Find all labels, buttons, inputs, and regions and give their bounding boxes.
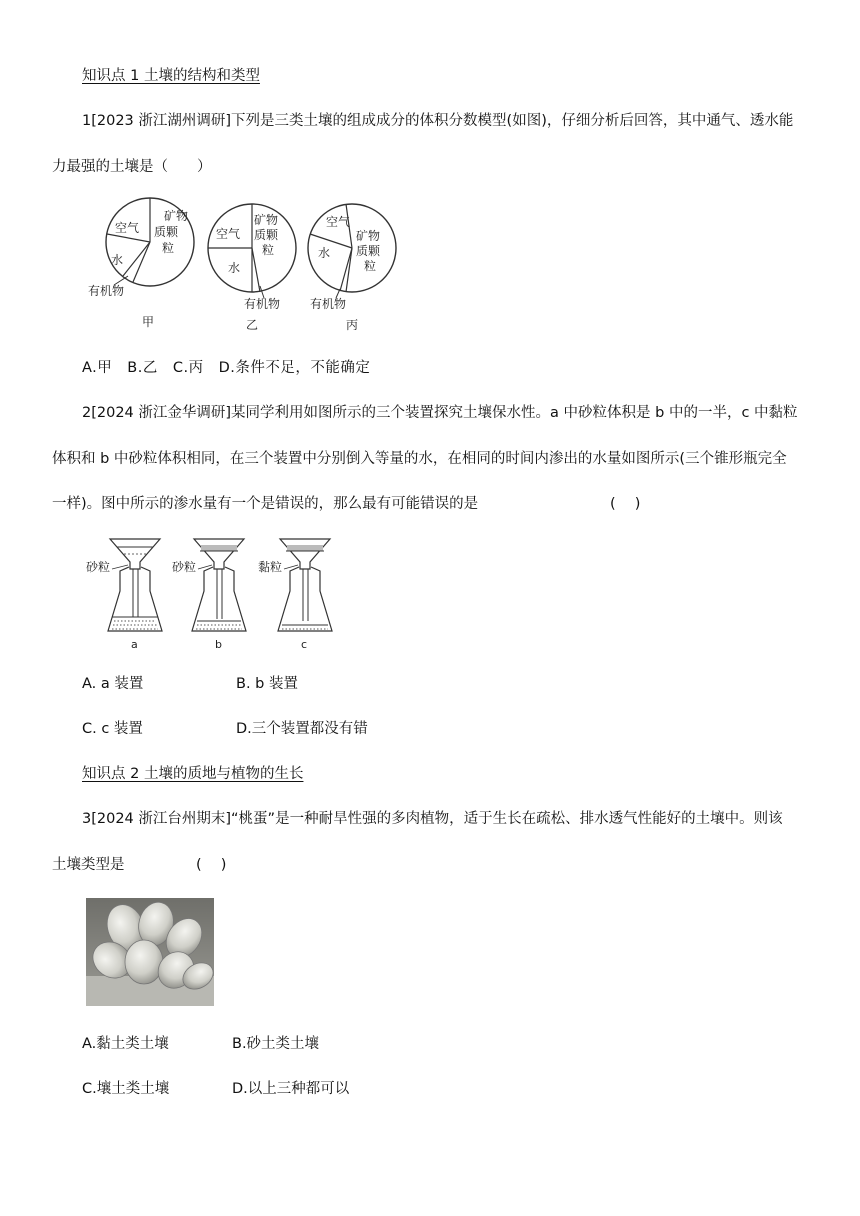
q2-text-line1: 2[2024 浙江金华调研]某同学利用如图所示的三个装置探究土壤保水性。a 中砂粒体积是 b 中的一半，c 中黏粒: [82, 405, 798, 421]
pie-jia-air-label: 空气: [115, 221, 140, 235]
q2-option-d: D.三个装置都没有错: [236, 721, 368, 737]
q2-answer-bracket: ( ): [610, 496, 641, 512]
q2-option-b: B. b 装置: [236, 676, 298, 692]
device-c: [258, 539, 332, 651]
section-heading-1: 知识点 1 土壤的结构和类型: [82, 68, 260, 84]
device-b: [172, 539, 246, 651]
svg-text:水: 水: [111, 253, 124, 267]
pie-jia: [88, 198, 194, 329]
svg-text:水: 水: [228, 261, 241, 275]
svg-text:质颗: 质颗: [154, 225, 179, 239]
soil-water-retention-figure: [84, 535, 334, 655]
svg-text:矿物: 矿物: [164, 209, 189, 223]
pie-bing: [308, 204, 396, 332]
q2-option-c: C. c 装置: [82, 721, 143, 737]
soil-composition-pie-figure: [78, 194, 408, 336]
device-c-tag: c: [301, 638, 308, 651]
device-a-material-label: 砂粒: [86, 560, 111, 574]
svg-text:粒: 粒: [162, 241, 175, 255]
pie-jia-label: 甲: [142, 315, 155, 329]
svg-text:有机物: 有机物: [88, 284, 125, 298]
svg-text:矿物: 矿物: [356, 229, 381, 243]
pie-bing-label: 丙: [346, 318, 359, 332]
svg-text:有机物: 有机物: [244, 297, 281, 311]
svg-text:水: 水: [318, 246, 331, 260]
svg-text:质颗: 质颗: [356, 244, 381, 258]
svg-text:有机物: 有机物: [310, 297, 347, 311]
q1-text-line1: 1[2023 浙江湖州调研]下列是三类土壤的组成成分的体积分数模型(如图)，仔细分析后回答，其中通气、透水能: [82, 113, 794, 129]
device-a-tag: a: [131, 638, 138, 651]
succulent-plant-photo: [86, 898, 214, 1006]
q2-text-line3: 一样)。图中所示的渗水量有一个是错误的，那么最有可能错误的是: [52, 496, 479, 512]
svg-text:粒: 粒: [262, 243, 275, 257]
q3-answer-bracket: ( ): [196, 857, 227, 873]
pie-yi-label: 乙: [246, 318, 259, 332]
svg-text:空气: 空气: [216, 227, 241, 241]
pie-yi: [208, 204, 296, 332]
section-heading-2: 知识点 2 土壤的质地与植物的生长: [82, 766, 304, 782]
svg-text:质颗: 质颗: [254, 228, 279, 242]
q3-option-a: A.黏土类土壤: [82, 1036, 169, 1052]
device-c-material-label: 黏粒: [258, 560, 283, 574]
device-b-tag: b: [215, 638, 222, 651]
q3-option-b: B.砂土类土壤: [232, 1036, 320, 1052]
q3-text-line2: 土壤类型是: [52, 857, 125, 873]
q3-option-d: D.以上三种都可以: [232, 1081, 350, 1097]
svg-text:粒: 粒: [364, 259, 377, 273]
q2-option-a: A. a 装置: [82, 676, 144, 692]
q2-text-line2: 体积和 b 中砂粒体积相同，在三个装置中分别倒入等量的水，在相同的时间内渗出的水量如图所示(三个锥形瓶完全: [52, 451, 787, 467]
q3-text-line1: 3[2024 浙江台州期末]“桃蛋”是一种耐旱性强的多肉植物，适于生长在疏松、排水透气性能好的土壤中。则该: [82, 811, 783, 827]
svg-text:矿物: 矿物: [254, 213, 279, 227]
q3-option-c: C.壤土类土壤: [82, 1081, 170, 1097]
svg-text:空气: 空气: [326, 215, 351, 229]
device-a: [86, 539, 162, 651]
q1-options: A.甲 B.乙 C.丙 D.条件不足，不能确定: [82, 360, 371, 376]
q1-text-line2: 力最强的土壤是（ ）: [52, 159, 212, 175]
device-b-material-label: 砂粒: [172, 560, 197, 574]
